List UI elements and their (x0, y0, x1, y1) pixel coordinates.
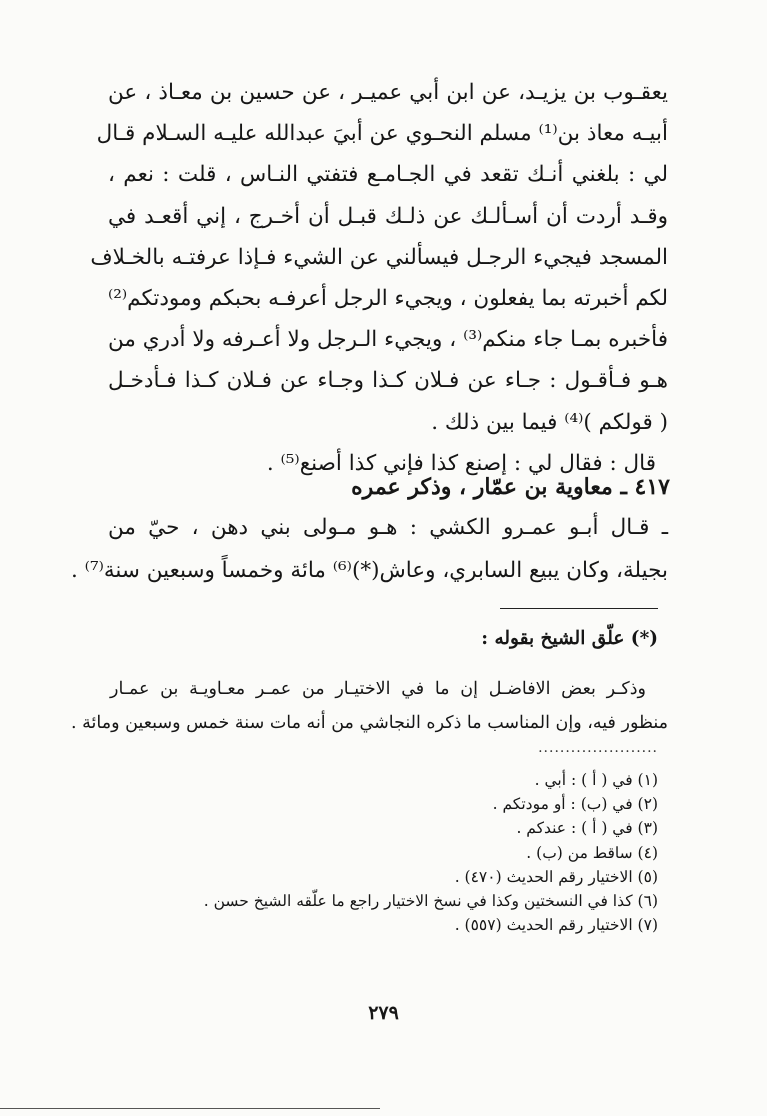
note-line: منظور فيه، وإن المناسب ما ذكره النجاشي من أنه مات سنة خمس وسبعين ومائة . (71, 713, 668, 733)
note-line: وذكـر بعض الافاضـل إن ما في الاختيـار من عمـر معـاويـة بن عمـار (110, 679, 646, 699)
footnote: (٥) الاختيار رقم الحديث (٤٧٠) . (454, 867, 658, 886)
footnote: (٢) في (ب) : أو مودتكم . (492, 795, 658, 814)
hadith-text (90, 72, 669, 484)
entry-text (71, 506, 668, 592)
text-line: يعقـوب بن يزيـد، عن ابن أبي عميـر ، عن حسين بن معـاذ ، عن (108, 80, 668, 105)
dotted-separator: ...................... (538, 740, 658, 756)
text-line: هـو فـأقـول : جـاء عن فـلان كـذا وجـاء عن فـلان كـذا فـأدخـل (108, 368, 668, 394)
text-line: لي : بلغني أنـك تقعد في الجـامـع فتفتي النـاس ، قلت : نعم ، (108, 162, 668, 188)
footnote: (٧) الاختيار رقم الحديث (٥٥٧) . (454, 916, 658, 935)
text-line: بجيلة، وكان يبيع السابري، وعاش(*)⁽⁶⁾ مائة وخمساً وسبعين سنة⁽⁷⁾ . (71, 558, 668, 583)
text-line: ـ قـال أبـو عمـرو الكشي : هـو مـولى بني دهن ، حيّ من (108, 515, 668, 540)
footnote: (٦) كذا في النسختين وكذا في نسخ الاختيار راجع ما علّقه الشيخ حسن . (203, 892, 658, 911)
qal-line: قال : فقال لي : إصنع كذا فإني كذا أصنع⁽⁵⁾ . (266, 450, 656, 476)
page-number: ٢٧٩ (368, 1002, 399, 1024)
footnote: (٤) ساقط من (ب) . (526, 843, 658, 862)
sheikh-note-text (71, 672, 668, 740)
footnote: (١) في ( أ ) : أبي . (534, 771, 658, 789)
text-line: ( قولكم )⁽⁴⁾ فيما بين ذلك . (431, 409, 668, 435)
text-line: المسجد فيجيء الرجـل فيسألني عن الشيء فـإذا عرفتـه بالخـلاف (90, 244, 668, 270)
footnote: (٣) في ( أ ) : عندكم . (516, 819, 658, 838)
text-line: وقـد أردت أن أسـألـك عن ذلـك قبـل أن أخـرج ، إني أقعـد في (108, 203, 668, 229)
footnotes-list (180, 768, 658, 937)
text-line: لكم أخبرته بما يفعلون ، ويجيء الرجل أعرفـه بحبكم ومودتكم⁽²⁾ (108, 286, 668, 312)
entry-heading: ٤١٧ ـ معاوية بن عمّار ، وذكر عمره (351, 474, 670, 500)
sheikh-note-title: (*) علّق الشيخ بقوله : (481, 628, 658, 649)
footnote-separator (500, 608, 658, 609)
scan-edge-line (0, 1108, 380, 1109)
text-line: أبيـه معاذ بن⁽¹⁾ مسلم النحـوي عن أبيَ عبدالله عليـه السـلام قـال (96, 121, 668, 147)
text-line: فأخبره بمـا جاء منكم⁽³⁾ ، ويجيء الـرجل ولا أعـرفه ولا أدري من (108, 327, 669, 353)
